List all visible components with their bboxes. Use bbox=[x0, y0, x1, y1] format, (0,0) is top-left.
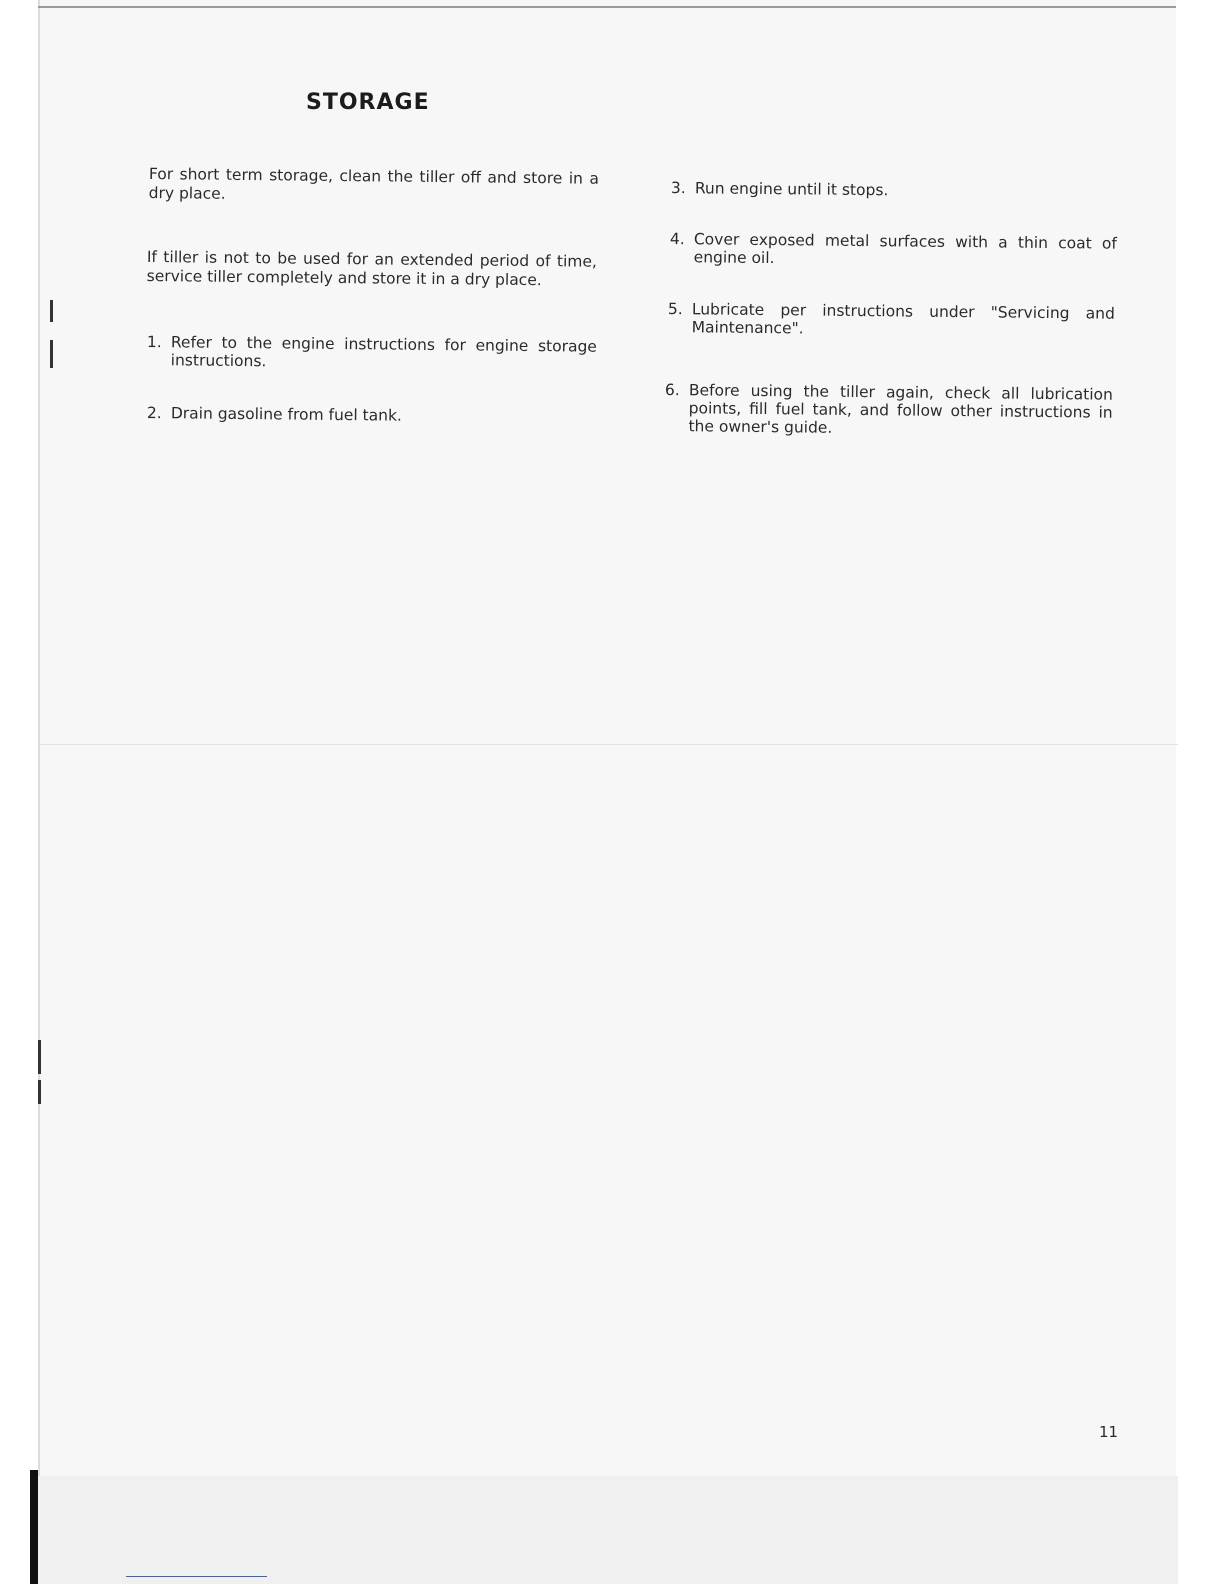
binding-mark bbox=[38, 1040, 41, 1074]
step-text: Cover exposed metal surfaces with a thin coat of engine oil. bbox=[693, 230, 1117, 268]
list-item bbox=[147, 333, 597, 374]
step-number: 2. bbox=[146, 404, 162, 423]
step-number: 5. bbox=[667, 300, 683, 319]
step-number: 3. bbox=[670, 179, 686, 198]
step-number: 6. bbox=[664, 381, 680, 400]
binding-mark bbox=[50, 300, 53, 322]
top-edge-line bbox=[38, 6, 1178, 8]
right-margin bbox=[1176, 0, 1224, 1584]
page-title: STORAGE bbox=[306, 90, 430, 115]
step-text: Run engine until it stops. bbox=[694, 179, 889, 200]
step-text: Before using the tiller again, check all lubrication points, fill fuel tank, and follow other instructions in the owner's guide. bbox=[688, 381, 1113, 437]
binding-mark bbox=[50, 340, 53, 368]
list-item bbox=[670, 230, 1117, 271]
page-number: 11 bbox=[1099, 1423, 1119, 1441]
step-number: 4. bbox=[669, 230, 685, 249]
binding-shadow bbox=[30, 1470, 38, 1584]
binding-mark bbox=[38, 1080, 41, 1104]
bottom-shade bbox=[38, 1476, 1178, 1584]
step-text: Refer to the engine instructions for engine storage instructions. bbox=[170, 333, 597, 371]
step-text: Drain gasoline from fuel tank. bbox=[170, 404, 403, 425]
left-margin bbox=[0, 0, 36, 1584]
extended-storage-paragraph: If tiller is not to be used for an extended period of time, service tiller completely and store it in a dry place. bbox=[146, 248, 597, 290]
list-item bbox=[668, 300, 1115, 341]
short-term-paragraph: For short term storage, clean the tiller off and store in a dry place. bbox=[148, 165, 599, 203]
step-text: Lubricate per instructions under "Servicing and Maintenance". bbox=[691, 300, 1115, 338]
bottom-underline bbox=[126, 1576, 267, 1577]
list-item bbox=[664, 381, 1113, 440]
step-number: 1. bbox=[146, 333, 162, 352]
page-fold bbox=[38, 744, 1178, 745]
